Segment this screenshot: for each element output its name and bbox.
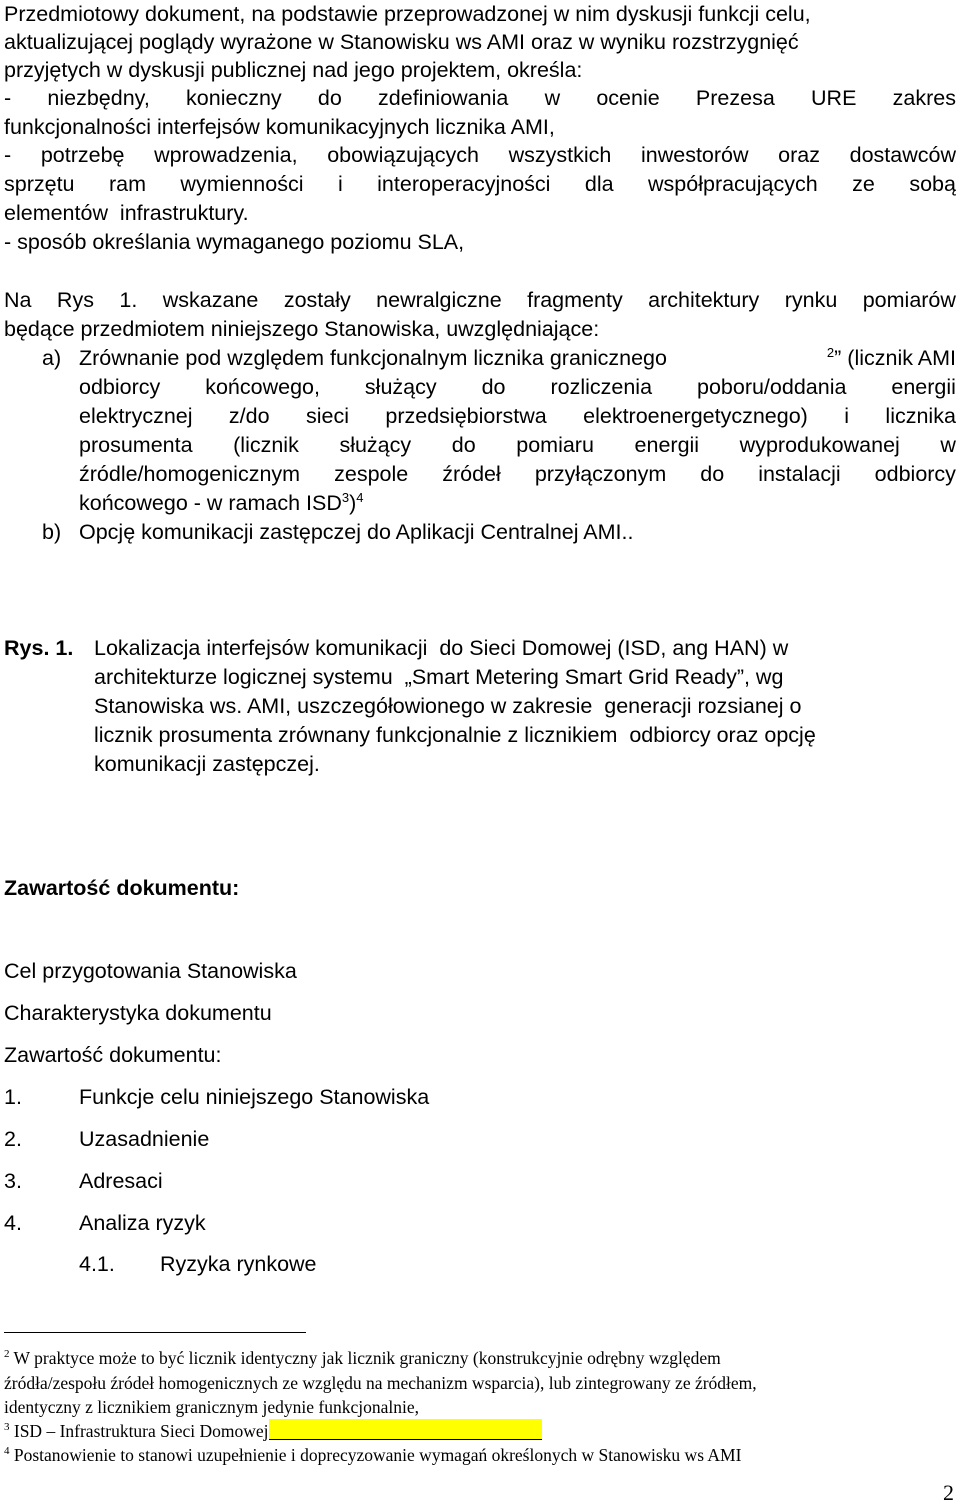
footnote-3: $^3$ ISD – Infrastruktura Sieci Domowej — [4, 1419, 542, 1444]
intro-line: elementów infrastruktury. — [4, 201, 249, 225]
list-marker-b: b) — [42, 520, 62, 544]
contents-number: 1. — [4, 1085, 22, 1109]
list-item-a-line: elektrycznej z/do sieci przedsiębiorstwa elektroenergetycznego) i licznika — [79, 404, 956, 428]
figure-caption-line: komunikacji zastępczej. — [94, 752, 320, 776]
footnote-2-line: identyczny z licznikiem granicznym jedynie funkcjonalnie, — [4, 1397, 419, 1417]
footnote-2: $^2$ W praktyce może to być licznik identyczny jak licznik graniczny (konstrukcyjnie odrębny względem — [4, 1348, 721, 1368]
contents-heading: Zawartość dokumentu: — [4, 876, 240, 900]
list-item-a-line: odbiorcy końcowego, służący do rozliczenia poboru/oddania energii — [79, 375, 956, 399]
intro-line-justified: - niezbędny, konieczny do zdefiniowania w ocenie Prezesa URE zakres — [4, 86, 956, 110]
list-item-b-line: Opcję komunikacji zastępczej do Aplikacji Centralnej AMI.. — [79, 520, 634, 544]
list-marker-a: a) — [42, 346, 62, 370]
figure-caption-line: Lokalizacja interfejsów komunikacji do Sieci Domowej (ISD, ang HAN) w — [94, 636, 789, 660]
list-item-a-line: Zrównanie pod względem funkcjonalnym licznika granicznego $^2$” (licznik AMI — [79, 344, 956, 370]
intro-line: Przedmiotowy dokument, na podstawie przeprowadzonej w nim dyskusji funkcji celu, — [4, 2, 811, 26]
page-number: 2 — [943, 1480, 954, 1505]
figure-caption-line: licznik prosumenta zrównany funkcjonalnie z licznikiem odbiorcy oraz opcję — [94, 723, 816, 747]
contents-subitem: Ryzyka rynkowe — [160, 1252, 317, 1276]
contents-number: 3. — [4, 1169, 22, 1193]
intro-line-justified: - potrzebę wprowadzenia, obowiązujących wszystkich inwestorów oraz dostawców — [4, 143, 956, 167]
figure-caption-label: Rys. 1. — [4, 636, 74, 660]
list-item-a-line: źródle/homogenicznym zespole źródeł przyłączonym do instalacji odbiorcy — [79, 462, 956, 486]
contents-item: Charakterystyka dokumentu — [4, 1001, 272, 1025]
intro-line-justified: sprzętu ram wymienności i interoperacyjności dla współpracujących ze sobą — [4, 172, 956, 196]
para2-line-justified: Na Rys 1. wskazane zostały newralgiczne fragmenty architektury rynku pomiarów — [4, 288, 956, 312]
contents-number: 4. — [4, 1211, 22, 1235]
contents-numbered-item: Analiza ryzyk — [79, 1211, 206, 1235]
footnote-separator — [4, 1332, 306, 1333]
figure-caption-line: Stanowiska ws. AMI, uszczegółowionego w zakresie generacji rozsianej o — [94, 694, 802, 718]
contents-number: 2. — [4, 1127, 22, 1151]
contents-numbered-item: Uzasadnienie — [79, 1127, 210, 1151]
contents-numbered-item: Funkcje celu niniejszego Stanowiska — [79, 1085, 430, 1109]
intro-line: - sposób określania wymaganego poziomu SLA, — [4, 230, 465, 254]
intro-line: przyjętych w dyskusji publicznej nad jego projektem, określa: — [4, 58, 583, 82]
intro-line: funkcjonalności interfejsów komunikacyjnych licznika AMI, — [4, 115, 555, 139]
para2-line: będące przedmiotem niniejszego Stanowiska, uwzględniające: — [4, 317, 600, 341]
list-item-a-line: prosumenta (licznik służący do pomiaru energii wyprodukowanej w — [79, 433, 956, 457]
contents-item: Cel przygotowania Stanowiska — [4, 959, 297, 983]
contents-subnumber: 4.1. — [79, 1252, 115, 1276]
footnote-4: $^4$ Postanowienie to stanowi uzupełnienie i doprecyzowanie wymagań określonych w Stanowisku ws AMI — [4, 1445, 742, 1465]
intro-line: aktualizującej poglądy wyrażone w Stanowisku ws AMI oraz w wyniku rozstrzygnięć — [4, 30, 799, 54]
contents-item: Zawartość dokumentu: — [4, 1043, 222, 1067]
highlight-mark — [269, 1419, 542, 1440]
contents-numbered-item: Adresaci — [79, 1169, 163, 1193]
figure-caption-line: architekturze logicznej systemu „Smart Metering Smart Grid Ready”, wg — [94, 665, 784, 689]
footnote-2-line: źródła/zespołu źródeł homogenicznych ze względu na mechanizm wsparcia), lub zintegrowany ze źródłem, — [4, 1373, 757, 1393]
list-item-a-line: końcowego - w ramach ISD$^3$)$^4$ — [79, 489, 364, 515]
